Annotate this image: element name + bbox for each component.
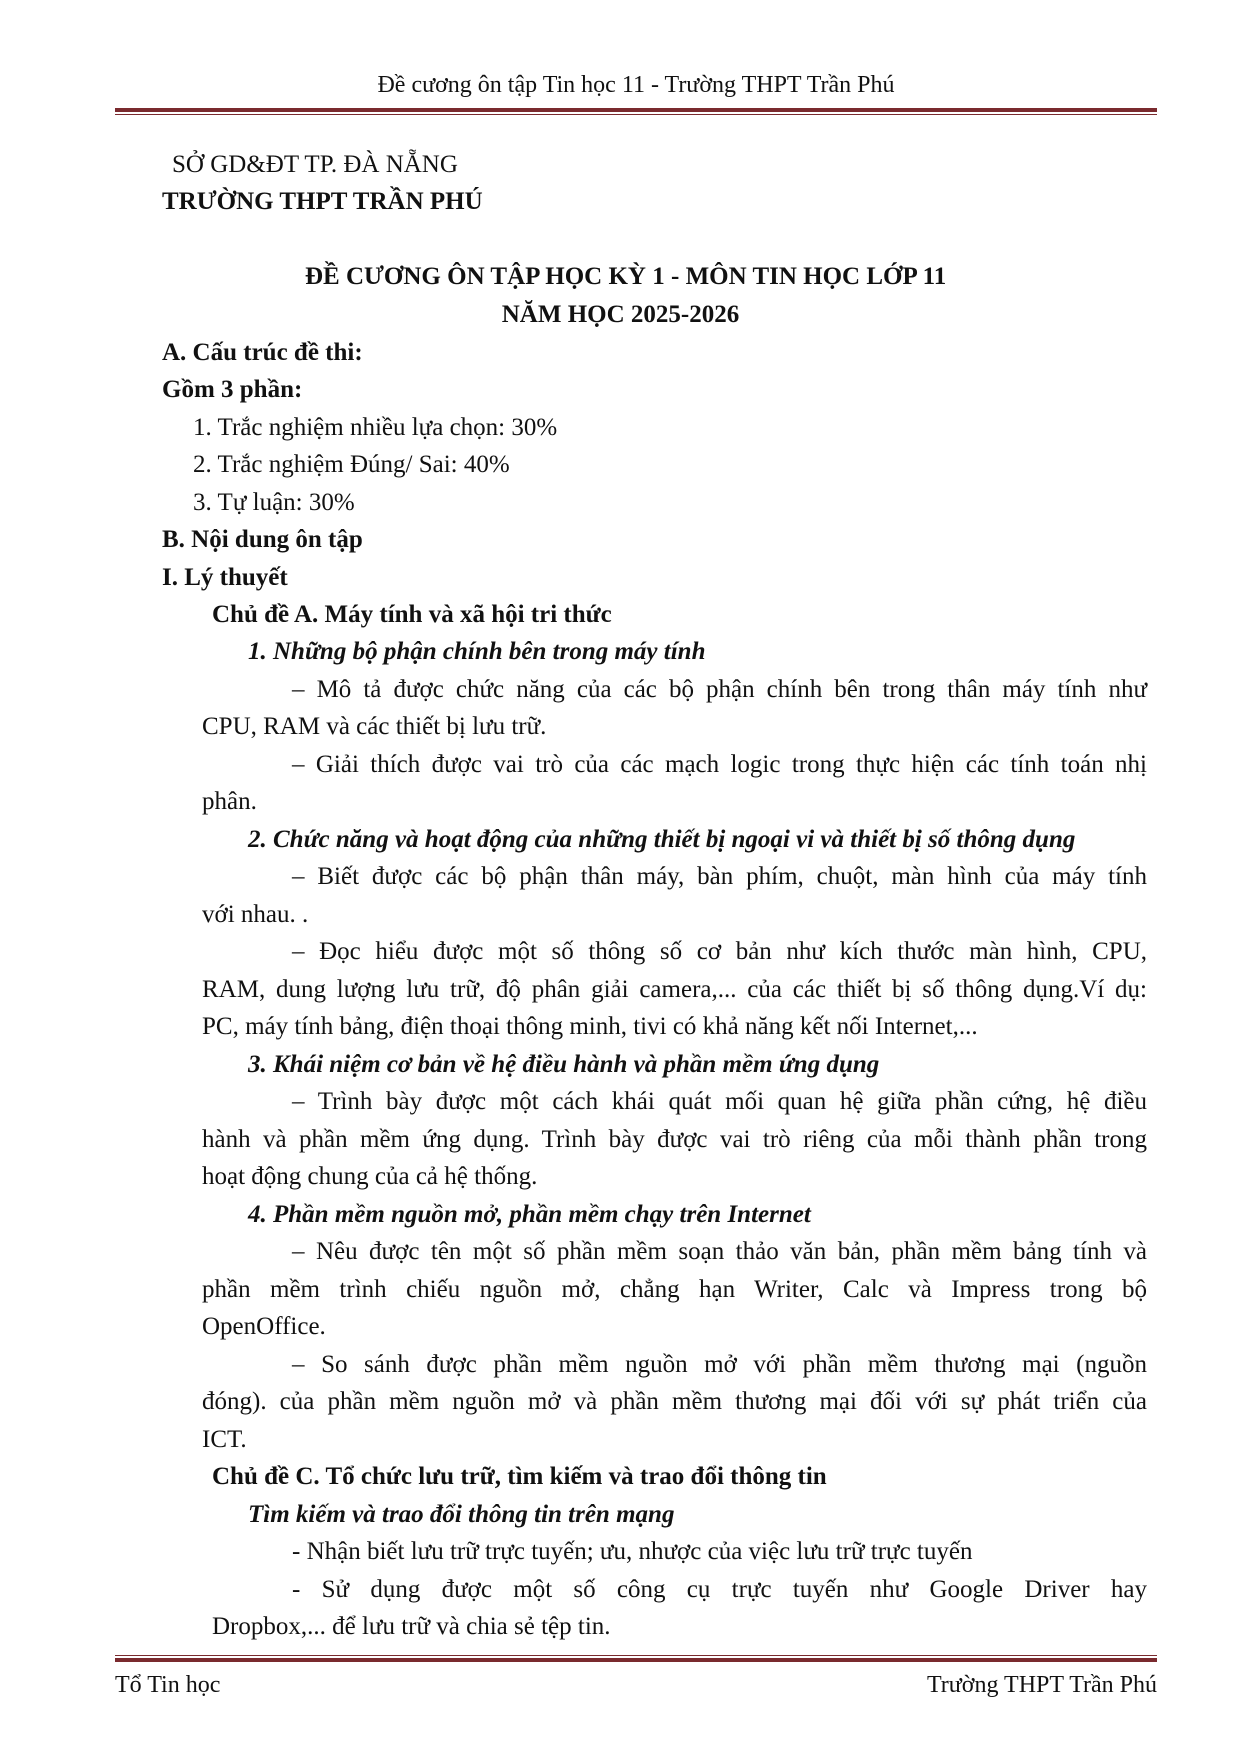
list-item: 3. Tự luận: 30% [193, 489, 355, 516]
subtopic-heading: 3. Khái niệm cơ bản về hệ điều hành và phần mềm ứng dụng [248, 1051, 880, 1078]
paragraph-line: hành và phần mềm ứng dụng. Trình bày được vai trò riêng của mỗi thành phần trong [202, 1126, 1147, 1153]
paragraph-line: – Đọc hiểu được một số thông số cơ bản như kích thước màn hình, CPU, [292, 938, 1147, 965]
paragraph-line: phần mềm trình chiếu nguồn mở, chẳng hạn Writer, Calc và Impress trong bộ [202, 1276, 1147, 1303]
paragraph-line: ICT. [202, 1426, 247, 1453]
paragraph-line: – Giải thích được vai trò của các mạch logic trong thực hiện các tính toán nhị [292, 751, 1147, 778]
topic-heading: Chủ đề C. Tổ chức lưu trữ, tìm kiếm và trao đổi thông tin [212, 1463, 827, 1490]
section-b-heading: B. Nội dung ôn tập [162, 526, 363, 553]
paragraph-line: – Mô tả được chức năng của các bộ phận chính bên trong thân máy tính như [292, 676, 1147, 703]
school-name: TRƯỜNG THPT TRẦN PHÚ [162, 188, 483, 215]
subtopic-heading: Tìm kiếm và trao đổi thông tin trên mạng [248, 1501, 675, 1528]
paragraph-line: - Nhận biết lưu trữ trực tuyến; ưu, nhược của việc lưu trữ trực tuyến [292, 1538, 973, 1565]
paragraph-line: – Biết được các bộ phận thân máy, bàn phím, chuột, màn hình của máy tính [292, 863, 1147, 890]
paragraph-line: với nhau. . [202, 901, 309, 928]
topic-heading: Chủ đề A. Máy tính và xã hội tri thức [212, 601, 612, 628]
paragraph-line: PC, máy tính bảng, điện thoại thông minh, tivi có khả năng kết nối Internet,... [202, 1013, 978, 1040]
paragraph-line: đóng). của phần mềm nguồn mở và phần mềm thương mại đối với sự phát triển của [202, 1388, 1147, 1415]
page-footer [115, 1672, 1157, 1699]
footer-divider [115, 1655, 1157, 1662]
list-item: 1. Trắc nghiệm nhiều lựa chọn: 30% [193, 414, 558, 441]
subtopic-heading: 4. Phần mềm nguồn mở, phần mềm chạy trên Internet [248, 1201, 811, 1228]
document-title: ĐỀ CƯƠNG ÔN TẬP HỌC KỲ 1 - MÔN TIN HỌC LỚP 11 [305, 263, 947, 290]
school-year: NĂM HỌC 2025-2026 [501, 301, 740, 328]
paragraph-line: CPU, RAM và các thiết bị lưu trữ. [202, 713, 547, 740]
paragraph-line: – Nêu được tên một số phần mềm soạn thảo văn bản, phần mềm bảng tính và [292, 1238, 1147, 1265]
footer-left: Tổ Tin học [115, 1672, 221, 1698]
section-a-heading: A. Cấu trúc đề thi: [162, 339, 363, 366]
paragraph-line: OpenOffice. [202, 1313, 326, 1340]
subtopic-heading: 2. Chức năng và hoạt động của những thiết bị ngoại vi và thiết bị số thông dụng [248, 826, 1076, 853]
footer-right: Trường THPT Trần Phú [926, 1672, 1157, 1698]
page-header: Đề cương ôn tập Tin học 11 - Trường THPT Trần Phú [377, 72, 895, 98]
paragraph-line: – Trình bày được một cách khái quát mối quan hệ giữa phần cứng, hệ điều [292, 1088, 1147, 1115]
subtopic-heading: 1. Những bộ phận chính bên trong máy tính [248, 638, 706, 665]
paragraph-line: Dropbox,... để lưu trữ và chia sẻ tệp tin. [212, 1613, 611, 1640]
paragraph-line: – So sánh được phần mềm nguồn mở với phần mềm thương mại (nguồn [292, 1351, 1147, 1378]
list-item: 2. Trắc nghiệm Đúng/ Sai: 40% [193, 451, 510, 478]
department-name: SỞ GD&ĐT TP. ĐÀ NẴNG [172, 151, 458, 178]
paragraph-line: hoạt động chung của cả hệ thống. [202, 1163, 538, 1190]
paragraph-line: RAM, dung lượng lưu trữ, độ phân giải camera,... của các thiết bị số thông dụng.Ví dụ: [202, 976, 1147, 1003]
part-heading: I. Lý thuyết [162, 564, 288, 591]
paragraph-line: phân. [202, 788, 257, 815]
section-a-intro: Gồm 3 phần: [162, 376, 303, 403]
paragraph-line: - Sử dụng được một số công cụ trực tuyến như Google Driver hay [292, 1576, 1147, 1603]
